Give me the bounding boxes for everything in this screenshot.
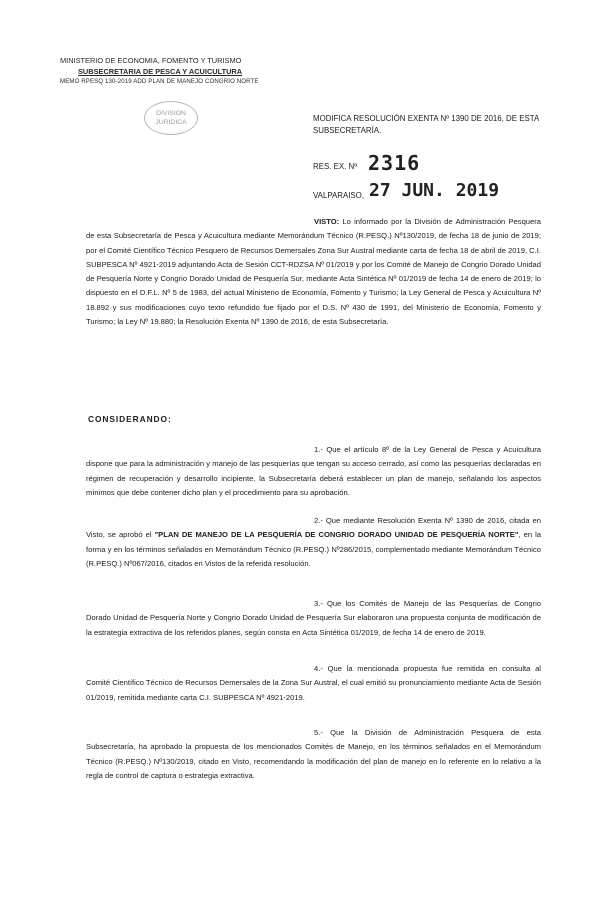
division-stamp	[144, 101, 198, 135]
considerando-heading: CONSIDERANDO:	[88, 414, 172, 424]
place-label: VALPARAISO,	[313, 191, 365, 200]
considerando-5-text: 5.- Que la División de Administración Pesquera de esta Subsecretaría, ha aprobado la propuesta de los mencionados Comités de Manejo, en los términos señalados en el Memorándum Técnico (R.PESQ.) Nº130/2019, citado en Visto, recomendando la modificación del plan de manejo en lo referente en lo relativo a la regla de control de captura o estrategia extractiva.	[86, 728, 541, 780]
visto-text: Lo informado por la División de Administración Pesquera de esta Subsecretaría de Pesca y Acuicultura mediante Memorándum Técnico (R.PESQ.) Nº130/2019, de fecha 18 de junio de 2019; por el Comité Científico Técnico Pesquero de Recursos Demersales Zona Sur Austral mediante carta de fecha 18 de abril de 2019, C.I. SUBPESCA Nº 4921-2019 adjuntando Acta de Sesión CCT-RDZSA Nº 01/2019 y por los Comité de Manejo de Congrio Dorado Unidad de Pesquería Norte y Congrio Dorado Unidad de Pesquería Sur, mediante Acta Sintética Nº 01/2019 de fecha 14 de enero de 2019; lo dispuesto en el D.F.L. Nº 5 de 1983, del actual Ministerio de Economía, Fomento y Turismo; la Ley General de Pesca y Acuicultura Nº 18.892 y sus modificaciones cuyo texto refundido fue fijado por el D.S. Nº 430 de 1991, del Ministerio de Economía, Fomento y Turismo; la Ley Nº 19.880; la Resolución Exenta Nº 1390 de 2016, de esta Subsecretaría.	[86, 217, 541, 327]
stamp-line-1: DIVISION	[156, 110, 186, 117]
visto-label: VISTO:	[314, 217, 340, 226]
resolution-date: 27 JUN. 2019	[369, 180, 500, 201]
plan-title: "PLAN DE MANEJO DE LA PESQUERÍA DE CONGRIO DORADO UNIDAD DE PESQUERÍA NORTE"	[154, 530, 519, 540]
considerando-4-text: 4.- Que la mencionada propuesta fue remitida en consulta al Comité Científico Técnico de Recursos Demersales de la Zona Sur Austral, el cual emitió su pronunciamiento mediante Acta de Sesión 01/2019, remitida mediante carta C.I. SUBPESCA Nº 4921-2019.	[86, 664, 541, 702]
letterhead	[60, 56, 259, 88]
considerando-4	[86, 662, 541, 705]
ministry-name: MINISTERIO DE ECONOMIA, FOMENTO Y TURISMO	[60, 56, 242, 65]
memo-reference: MEMO RPESQ 130-2019 ADD PLAN DE MANEJO CONGRIO NORTE	[60, 78, 259, 86]
considerando-1-text: 1.- Que el artículo 8º de la Ley General de Pesca y Acuicultura dispone que para la administración y manejo de las pesquerías que tengan su acceso cerrado, así como las pesquerías declaradas en régimen de recuperación y desarrollo incipiente, la Subsecretaría deberá establecer un plan de manejo, señalando los aspectos mínimos que debe contener dicho plan y el procedimiento para su aprobación.	[86, 445, 541, 497]
considerando-2	[86, 514, 541, 571]
considerando-2-intro: 2.- Que mediante Resolución Exenta Nº 1390 de 2016, citada en Visto, se aprobó el	[86, 516, 541, 540]
resolution-title: MODIFICA RESOLUCIÓN EXENTA Nº 1390 DE 2016, DE ESTA SUBSECRETARÍA.	[313, 114, 539, 135]
considerando-5	[86, 726, 541, 783]
stamp-line-2: JURIDICA	[155, 119, 187, 126]
resolution-label: RES. EX. Nº	[313, 162, 358, 171]
subsecretaria-name: SUBSECRETARIA DE PESCA Y ACUICULTURA	[78, 66, 243, 76]
considerando-1	[86, 443, 541, 500]
considerando-2-rest: , en la forma y en los términos señalados en Memorándum Técnico (R.PESQ.) Nº286/2015, complementado mediante Memorándum Técnico (R.PESQ.) Nº067/2016, citados en Vistos de la referida resolución.	[86, 530, 541, 568]
considerando-3-text: 3.- Que los Comités de Manejo de las Pesquerías de Congrio Dorado Unidad de Pesquería Norte y Congrio Dorado Unidad de Pesquería Sur elaboraron una propuesta conjunta de modificación de la estrategia extractiva de los referidos planes, según consta en Acta Sintética 01/2019, de fecha 14 de enero de 2019.	[86, 599, 541, 637]
visto-paragraph	[86, 215, 541, 329]
resolution-number: 2316	[368, 151, 421, 175]
considerando-3	[86, 597, 541, 640]
